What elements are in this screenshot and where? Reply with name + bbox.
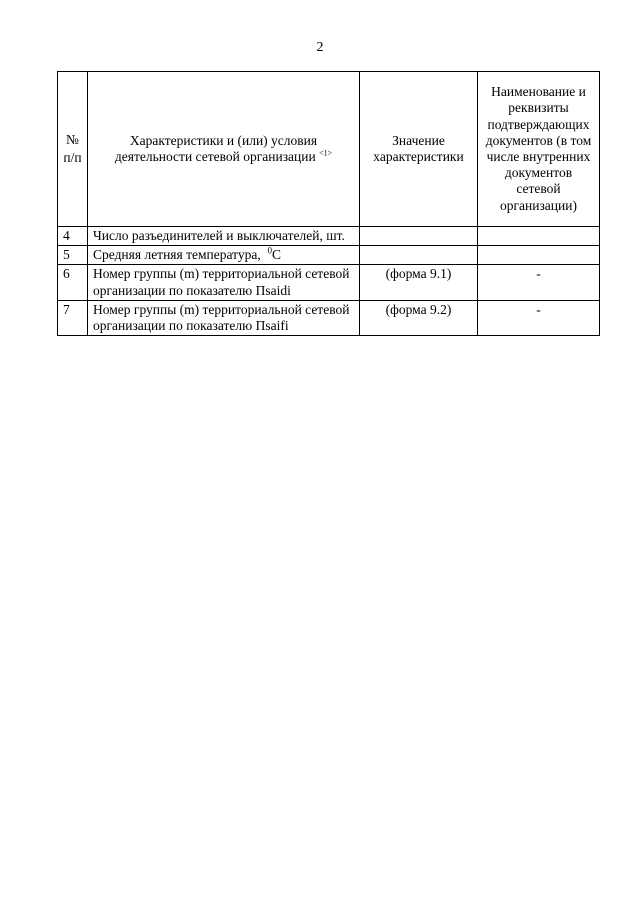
- row-characteristic: [88, 246, 360, 265]
- table-header-row: [58, 72, 600, 227]
- row-value: (форма 9.2): [360, 300, 478, 335]
- table-row: [58, 227, 600, 246]
- row-documents: [478, 227, 600, 246]
- row-value: [360, 246, 478, 265]
- header-characteristics: [88, 72, 360, 227]
- row-characteristic: Номер группы (m) территориальной сетевой организации по показателю Пsaidi: [88, 265, 360, 300]
- characteristics-table: [57, 71, 600, 336]
- row-documents: -: [478, 300, 600, 335]
- row-number: 5: [58, 246, 88, 265]
- row-value: [360, 227, 478, 246]
- row-characteristic: Число разъединителей и выключателей, шт.: [88, 227, 360, 246]
- degree-mark: 0: [267, 245, 272, 256]
- page-number: 2: [316, 40, 324, 55]
- row-characteristic: Номер группы (m) территориальной сетевой организации по показателю Пsaifi: [88, 300, 360, 335]
- footnote-mark: <1>: [319, 148, 333, 158]
- header-characteristics-text: Характеристики и (или) условия деятельности сетевой организации: [114, 132, 318, 164]
- header-value: Значение характеристики: [360, 72, 478, 227]
- row-number: 6: [58, 265, 88, 300]
- row-value: (форма 9.1): [360, 265, 478, 300]
- row-documents: -: [478, 265, 600, 300]
- table-row: [58, 265, 600, 300]
- header-number: № п/п: [58, 72, 88, 227]
- table-row: [58, 300, 600, 335]
- temperature-unit: С: [272, 247, 282, 263]
- table-row: [58, 246, 600, 265]
- row-characteristic-text: Средняя летняя температура,: [93, 247, 261, 263]
- row-number: 4: [58, 227, 88, 246]
- row-documents: [478, 246, 600, 265]
- row-number: 7: [58, 300, 88, 335]
- header-documents: Наименование и реквизиты подтверждающих документов (в том числе внутренних документов сетевой организации): [478, 72, 600, 227]
